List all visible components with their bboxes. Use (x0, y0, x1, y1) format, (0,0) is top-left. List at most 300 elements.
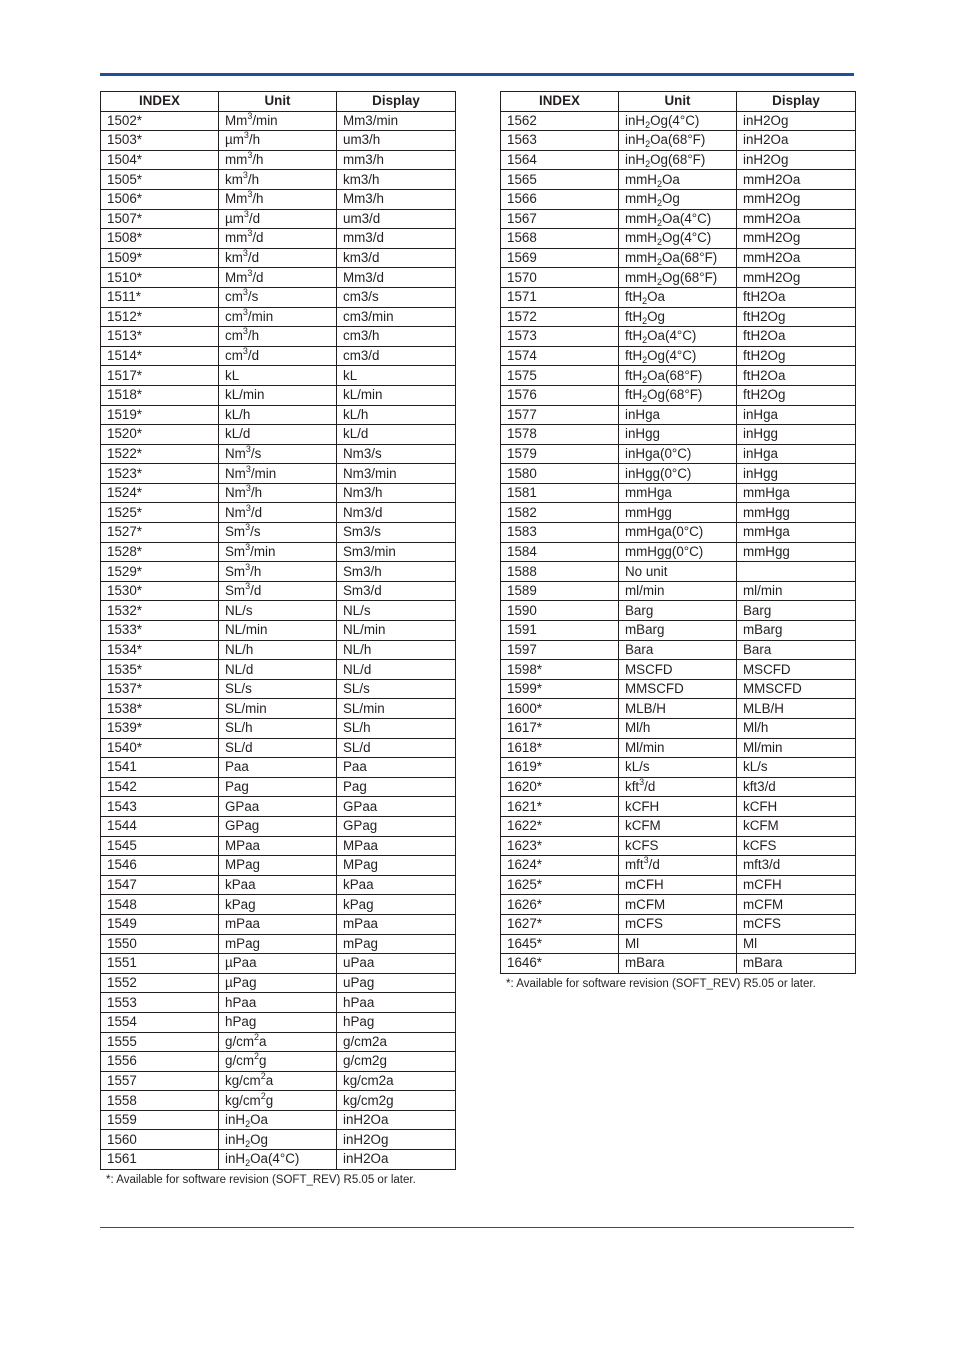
table-row (101, 1091, 456, 1111)
table-row (101, 268, 456, 288)
unit-cell: mPag (219, 934, 337, 954)
index-cell: 1619* (501, 758, 619, 778)
index-cell: 1567 (501, 209, 619, 229)
index-cell: 1523* (101, 464, 219, 484)
display-cell: Nm3/min (337, 464, 456, 484)
table-row (501, 640, 856, 660)
display-cell: mCFH (737, 875, 856, 895)
unit-cell: µPaa (219, 954, 337, 974)
display-cell: MPag (337, 856, 456, 876)
display-cell: mmH2Oa (737, 170, 856, 190)
display-cell: mm3/d (337, 229, 456, 249)
unit-cell: kL/s (619, 758, 737, 778)
table-row (101, 934, 456, 954)
table-row (101, 699, 456, 719)
unit-cell: ftH$_2$Og(4°C) (619, 346, 737, 366)
unit-cell: $km^3/h$ (219, 170, 337, 190)
unit-cell: $cm^3/h$ (219, 327, 337, 347)
index-cell: 1511* (101, 287, 219, 307)
display-cell: hPag (337, 1012, 456, 1032)
display-cell: mBarg (737, 621, 856, 641)
display-cell (737, 562, 856, 582)
unit-cell: kPag (219, 895, 337, 915)
index-cell: 1549 (101, 914, 219, 934)
table-row (501, 542, 856, 562)
footer-rule (100, 1227, 854, 1228)
unit-cell: inH$_2$Og(4°C) (619, 111, 737, 131)
table-row (101, 189, 456, 209)
index-cell: 1626* (501, 895, 619, 915)
display-cell: inHga (737, 444, 856, 464)
unit-cell: inH$_2$Og (219, 1130, 337, 1150)
display-cell: kCFM (737, 816, 856, 836)
index-cell: 1598* (501, 660, 619, 680)
display-cell: Sm3/h (337, 562, 456, 582)
display-cell: uPag (337, 973, 456, 993)
display-cell: GPaa (337, 797, 456, 817)
index-cell: 1514* (101, 346, 219, 366)
table-row (101, 150, 456, 170)
unit-cell: ml/min (619, 581, 737, 601)
unit-cell: SL/h (219, 719, 337, 739)
display-cell: uPaa (337, 954, 456, 974)
display-cell: ftH2Oa (737, 287, 856, 307)
table-row (501, 621, 856, 641)
index-cell: 1539* (101, 719, 219, 739)
display-cell: cm3/h (337, 327, 456, 347)
display-cell: g/cm2a (337, 1032, 456, 1052)
display-cell: MPaa (337, 836, 456, 856)
index-cell: 1582 (501, 503, 619, 523)
index-cell: 1597 (501, 640, 619, 660)
unit-cell: MSCFD (619, 660, 737, 680)
table-row (101, 777, 456, 797)
table-row (501, 699, 856, 719)
unit-cell: Sm$^3$/d (219, 581, 337, 601)
unit-cell: mmH$_2$Oa(4°C) (619, 209, 737, 229)
display-cell: Barg (737, 601, 856, 621)
table-row (101, 1150, 456, 1170)
index-cell: 1591 (501, 621, 619, 641)
table-row (101, 503, 456, 523)
table-row (101, 1052, 456, 1072)
header-index: INDEX (501, 92, 619, 112)
table-row (501, 660, 856, 680)
display-cell: mmH2Oa (737, 248, 856, 268)
unit-cell: µm$^3$/d (219, 209, 337, 229)
display-cell: kft3/d (737, 777, 856, 797)
display-cell: mCFM (737, 895, 856, 915)
table-row (101, 464, 456, 484)
table-row (501, 405, 856, 425)
unit-cell: inH$_2$Oa(68°F) (619, 131, 737, 151)
index-cell: 1508* (101, 229, 219, 249)
index-cell: 1646* (501, 954, 619, 974)
display-cell: mmH2Oa (737, 209, 856, 229)
display-cell: Mm3/d (337, 268, 456, 288)
display-cell: g/cm2g (337, 1052, 456, 1072)
left-table-block (100, 91, 455, 1186)
index-cell: 1590 (501, 601, 619, 621)
table-row (501, 758, 856, 778)
unit-cell: inHga (619, 405, 737, 425)
display-cell: Bara (737, 640, 856, 660)
unit-cell: µm$^3$/h (219, 131, 337, 151)
index-cell: 1510* (101, 268, 219, 288)
display-cell: Nm3/d (337, 503, 456, 523)
unit-cell: hPag (219, 1012, 337, 1032)
unit-cell: inHgg(0°C) (619, 464, 737, 484)
table-row (101, 1012, 456, 1032)
table-row (101, 523, 456, 543)
display-cell: GPag (337, 816, 456, 836)
table-row (501, 875, 856, 895)
display-cell: mmHgg (737, 542, 856, 562)
index-cell: 1568 (501, 229, 619, 249)
unit-cell: kL/h (219, 405, 337, 425)
unit-cell: $g/cm^2a$ (219, 1032, 337, 1052)
unit-cell: kCFS (619, 836, 737, 856)
index-cell: 1505* (101, 170, 219, 190)
index-cell: 1551 (101, 954, 219, 974)
index-cell: 1622* (501, 816, 619, 836)
index-cell: 1589 (501, 581, 619, 601)
table-row (501, 895, 856, 915)
unit-cell: inHga(0°C) (619, 444, 737, 464)
index-cell: 1562 (501, 111, 619, 131)
display-cell: inH2Og (737, 111, 856, 131)
display-cell: kg/cm2g (337, 1091, 456, 1111)
table-row (501, 346, 856, 366)
display-cell: mCFS (737, 914, 856, 934)
display-cell: hPaa (337, 993, 456, 1013)
unit-cell: mmHgg (619, 503, 737, 523)
table-row (101, 327, 456, 347)
index-cell: 1580 (501, 464, 619, 484)
index-cell: 1554 (101, 1012, 219, 1032)
index-cell: 1538* (101, 699, 219, 719)
unit-cell: MPaa (219, 836, 337, 856)
display-cell: kL (337, 366, 456, 386)
unit-cell: $g/cm^2g$ (219, 1052, 337, 1072)
unit-cell: kCFH (619, 797, 737, 817)
unit-cell: mBara (619, 954, 737, 974)
index-cell: 1576 (501, 385, 619, 405)
index-cell: 1620* (501, 777, 619, 797)
display-cell: mmHga (737, 483, 856, 503)
index-cell: 1520* (101, 425, 219, 445)
table-row (101, 425, 456, 445)
display-cell: inH2Oa (737, 131, 856, 151)
table-row (101, 581, 456, 601)
table-row (101, 914, 456, 934)
unit-cell: Mm$^3$/d (219, 268, 337, 288)
display-cell: kL/s (737, 758, 856, 778)
unit-cell: Nm$^3$/s (219, 444, 337, 464)
unit-cell: kL (219, 366, 337, 386)
table-header-row (101, 92, 456, 112)
unit-cell: NL/min (219, 621, 337, 641)
display-cell: kCFH (737, 797, 856, 817)
index-cell: 1564 (501, 150, 619, 170)
display-cell: MMSCFD (737, 679, 856, 699)
table-row (501, 503, 856, 523)
index-cell: 1542 (101, 777, 219, 797)
unit-cell: MPag (219, 856, 337, 876)
unit-cell: inH$_2$Og(68°F) (619, 150, 737, 170)
unit-cell: mCFS (619, 914, 737, 934)
table-row (101, 170, 456, 190)
unit-cell: mmH$_2$Og (619, 189, 737, 209)
table-row (501, 738, 856, 758)
unit-cell: $cm^3/\min$ (219, 307, 337, 327)
table-row (501, 111, 856, 131)
table-row (101, 405, 456, 425)
unit-cell: $cm^3/d$ (219, 346, 337, 366)
header-index: INDEX (101, 92, 219, 112)
unit-cell: kPaa (219, 875, 337, 895)
unit-cell: Barg (619, 601, 737, 621)
unit-cell: Pag (219, 777, 337, 797)
unit-cell: mmHgg(0°C) (619, 542, 737, 562)
table-row (501, 581, 856, 601)
unit-cell: NL/h (219, 640, 337, 660)
display-cell: ftH2Oa (737, 327, 856, 347)
display-cell: kPag (337, 895, 456, 915)
table-row (101, 836, 456, 856)
unit-cell: NL/d (219, 660, 337, 680)
display-cell: cm3/d (337, 346, 456, 366)
display-cell: Mm3/h (337, 189, 456, 209)
unit-cell: No unit (619, 562, 737, 582)
index-cell: 1617* (501, 719, 619, 739)
unit-cell: $km^3/d$ (219, 248, 337, 268)
unit-cell: Sm$^3$/h (219, 562, 337, 582)
table-row (101, 738, 456, 758)
index-cell: 1506* (101, 189, 219, 209)
table-row (101, 1130, 456, 1150)
display-cell: inHgg (737, 464, 856, 484)
index-cell: 1579 (501, 444, 619, 464)
footnote: *: Available for software revision (SOFT_REV) R5.05 or later. (106, 1173, 416, 1186)
display-cell: mmH2Og (737, 268, 856, 288)
index-cell: 1645* (501, 934, 619, 954)
table-row (101, 366, 456, 386)
index-cell: 1519* (101, 405, 219, 425)
table-row (501, 444, 856, 464)
index-cell: 1569 (501, 248, 619, 268)
display-cell: SL/min (337, 699, 456, 719)
unit-cell: µPag (219, 973, 337, 993)
index-cell: 1543 (101, 797, 219, 817)
index-cell: 1540* (101, 738, 219, 758)
table-row (501, 366, 856, 386)
index-cell: 1507* (101, 209, 219, 229)
display-cell: km3/h (337, 170, 456, 190)
display-cell: mBara (737, 954, 856, 974)
display-cell: Ml/min (737, 738, 856, 758)
unit-cell: $kg/cm^2a$ (219, 1071, 337, 1091)
index-cell: 1529* (101, 562, 219, 582)
index-cell: 1618* (501, 738, 619, 758)
unit-cell: kft$^3$/d (619, 777, 737, 797)
index-cell: 1548 (101, 895, 219, 915)
table-row (101, 1071, 456, 1091)
display-cell: kCFS (737, 836, 856, 856)
table-row (101, 973, 456, 993)
unit-cell: ftH$_2$Oa(4°C) (619, 327, 737, 347)
unit-cell: mmH$_2$Og(4°C) (619, 229, 737, 249)
unit-cell: GPaa (219, 797, 337, 817)
table-row (501, 287, 856, 307)
unit-cell: mmHga (619, 483, 737, 503)
unit-cell: Nm$^3$/d (219, 503, 337, 523)
index-cell: 1556 (101, 1052, 219, 1072)
display-cell: mmH2Og (737, 229, 856, 249)
unit-cell: ftH$_2$Oa(68°F) (619, 366, 737, 386)
display-cell: SL/h (337, 719, 456, 739)
right-table-block (500, 91, 855, 990)
display-cell: kL/d (337, 425, 456, 445)
unit-cell: MMSCFD (619, 679, 737, 699)
units-table-right (500, 91, 856, 974)
display-cell: ftH2Og (737, 346, 856, 366)
index-cell: 1575 (501, 366, 619, 386)
unit-cell: kCFM (619, 816, 737, 836)
index-cell: 1565 (501, 170, 619, 190)
display-cell: mPag (337, 934, 456, 954)
table-row (501, 209, 856, 229)
index-cell: 1528* (101, 542, 219, 562)
table-row (501, 836, 856, 856)
unit-cell: kL/min (219, 385, 337, 405)
display-cell: NL/min (337, 621, 456, 641)
display-cell: Pag (337, 777, 456, 797)
index-cell: 1574 (501, 346, 619, 366)
unit-cell: SL/d (219, 738, 337, 758)
table-row (501, 914, 856, 934)
index-cell: 1560 (101, 1130, 219, 1150)
index-cell: 1502* (101, 111, 219, 131)
table-row (101, 679, 456, 699)
display-cell: cm3/min (337, 307, 456, 327)
table-row (501, 229, 856, 249)
unit-cell: mPaa (219, 914, 337, 934)
table-row (501, 307, 856, 327)
unit-cell: $mm^3/d$ (219, 229, 337, 249)
table-row (101, 209, 456, 229)
display-cell: Sm3/d (337, 581, 456, 601)
table-row (501, 248, 856, 268)
unit-cell: MLB/H (619, 699, 737, 719)
unit-cell: mBarg (619, 621, 737, 641)
unit-cell: mmH$_2$Og(68°F) (619, 268, 737, 288)
table-row (101, 483, 456, 503)
unit-cell: GPag (219, 816, 337, 836)
index-cell: 1555 (101, 1032, 219, 1052)
table-row (101, 248, 456, 268)
display-cell: inH2Oa (337, 1110, 456, 1130)
display-cell: Sm3/s (337, 523, 456, 543)
index-cell: 1517* (101, 366, 219, 386)
display-cell: MLB/H (737, 699, 856, 719)
index-cell: 1561 (101, 1150, 219, 1170)
unit-cell: mCFM (619, 895, 737, 915)
index-cell: 1577 (501, 405, 619, 425)
display-cell: mm3/h (337, 150, 456, 170)
index-cell: 1537* (101, 679, 219, 699)
table-row (101, 719, 456, 739)
unit-cell: mmH$_2$Oa(68°F) (619, 248, 737, 268)
table-row (101, 562, 456, 582)
unit-cell: Nm$^3$/min (219, 464, 337, 484)
index-cell: 1522* (101, 444, 219, 464)
unit-cell: SL/s (219, 679, 337, 699)
index-cell: 1566 (501, 189, 619, 209)
index-cell: 1541 (101, 758, 219, 778)
index-cell: 1547 (101, 875, 219, 895)
table-row (501, 464, 856, 484)
index-cell: 1504* (101, 150, 219, 170)
unit-cell: SL/min (219, 699, 337, 719)
display-cell: Paa (337, 758, 456, 778)
index-cell: 1513* (101, 327, 219, 347)
index-cell: 1534* (101, 640, 219, 660)
display-cell: inH2Oa (337, 1150, 456, 1170)
table-row (501, 523, 856, 543)
index-cell: 1530* (101, 581, 219, 601)
display-cell: inHga (737, 405, 856, 425)
table-row (101, 895, 456, 915)
display-cell: SL/s (337, 679, 456, 699)
unit-cell: Ml (619, 934, 737, 954)
table-row (501, 816, 856, 836)
unit-cell: kL/d (219, 425, 337, 445)
table-row (101, 1032, 456, 1052)
display-cell: Ml (737, 934, 856, 954)
display-cell: kPaa (337, 875, 456, 895)
unit-cell: Mm$^3$/min (219, 111, 337, 131)
display-cell: kg/cm2a (337, 1071, 456, 1091)
table-row (501, 601, 856, 621)
table-row (501, 327, 856, 347)
index-cell: 1581 (501, 483, 619, 503)
display-cell: kL/min (337, 385, 456, 405)
table-row (501, 679, 856, 699)
display-cell: mmHga (737, 523, 856, 543)
index-cell: 1583 (501, 523, 619, 543)
display-cell: mmH2Og (737, 189, 856, 209)
index-cell: 1533* (101, 621, 219, 641)
table-row (101, 601, 456, 621)
display-cell: inH2Og (337, 1130, 456, 1150)
header-unit: Unit (619, 92, 737, 112)
display-cell: Sm3/min (337, 542, 456, 562)
table-row (101, 385, 456, 405)
index-cell: 1572 (501, 307, 619, 327)
index-cell: 1559 (101, 1110, 219, 1130)
table-header-row (501, 92, 856, 112)
table-row (501, 268, 856, 288)
table-row (501, 385, 856, 405)
unit-cell: Nm$^3$/h (219, 483, 337, 503)
table-row (501, 777, 856, 797)
table-row (101, 111, 456, 131)
unit-cell: mmH$_2$Oa (619, 170, 737, 190)
table-row (101, 954, 456, 974)
unit-cell: inH$_2$Oa(4°C) (219, 1150, 337, 1170)
table-row (101, 660, 456, 680)
